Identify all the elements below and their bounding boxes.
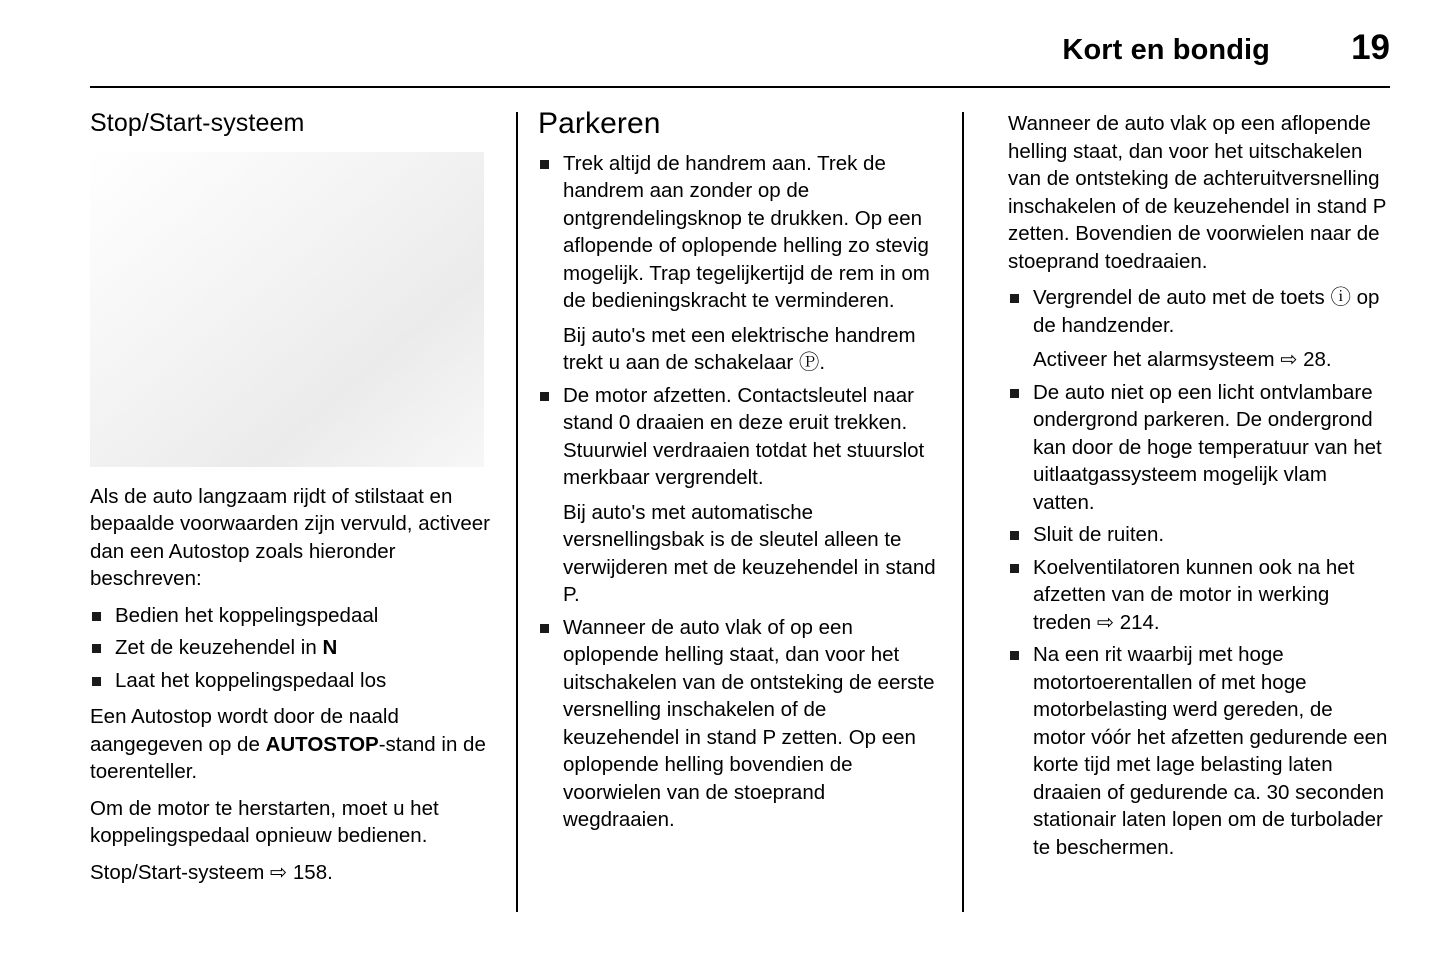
bullet-marker-icon — [540, 624, 549, 633]
autostop-needle-text-2: -stand in de toerenteller. — [90, 732, 486, 783]
intro-paragraph: Als de auto langzaam rijdt of stilstaat en bepaalde voorwaarden zijn vervuld, activeer dan een Autostop zoals hieronder beschreven: — [90, 484, 490, 590]
section-title-parkeren: Parkeren — [538, 107, 661, 140]
list-item-text: Vergrendel de auto met de toets ⓘ op de handzender. — [1033, 286, 1380, 337]
gear-selector-n-label: N — [322, 636, 338, 659]
bullet-marker-icon — [540, 160, 549, 169]
page-title: Kort en bondig — [1062, 34, 1270, 66]
bullet-marker-icon — [1010, 651, 1019, 660]
list-item-text: Bij auto's met een elektrische handrem trekt u aan de schakelaar Ⓟ. — [563, 323, 916, 374]
page-header — [90, 20, 1390, 80]
bullet-marker-icon — [92, 677, 101, 686]
list-item — [1008, 521, 1390, 549]
list-item-text: Koelventilatoren kunnen ook na het afzetten van de motor in werking treden ⇨ 214. — [1033, 555, 1355, 634]
column-left — [90, 110, 490, 895]
bullet-marker-icon — [1010, 389, 1019, 398]
list-item — [1008, 284, 1390, 374]
autostop-label-bold: AUTOSTOP — [265, 732, 379, 756]
list-item — [90, 602, 490, 630]
list-item-text: Na een rit waarbij met hoge motortoerentallen of met hoge motorbelasting werd gereden, de motor vóór het afzetten gedurende een korte tijd met lage belasting laten draaien of gedurende ca. 30 seconden stationair laten lopen om de turbolader te beschermen. — [1033, 643, 1388, 859]
column-divider-2 — [962, 112, 964, 912]
cross-reference-stop-start — [90, 859, 490, 887]
list-item-text — [115, 634, 490, 662]
list-item-text: Trek altijd de handrem aan. Trek de handrem aan zonder op de ontgrendelingsknop te drukken. Op een aflopende of oplopende helling zo stevig mogelijk. Trap tegelijkertijd de rem in om de bedieningskracht te verminderen. — [563, 151, 930, 312]
list-item-text: Bij auto's met automatische versnellingsbak is de sleutel alleen te verwijderen met de keuzehendel in stand P. — [563, 500, 936, 606]
list-item-text: Sluit de ruiten. — [1033, 523, 1165, 546]
list-item — [538, 614, 942, 834]
parkeren-list — [538, 150, 942, 834]
list-item — [90, 667, 490, 695]
bullet-marker-icon — [540, 392, 549, 401]
list-item-text: De auto niet op een licht ontvlambare ondergrond parkeren. De ondergrond kan door de hoge temperatuur van het uitlaatgassysteem mogelijk vlam vatten. — [1033, 380, 1382, 514]
autostop-needle-paragraph — [90, 703, 490, 786]
list-item — [1008, 379, 1390, 517]
parkeren-list-continued — [1008, 284, 1390, 861]
list-item-text: Laat het koppelingspedaal los — [115, 668, 387, 692]
cross-reference-arrow-icon: ⇨ — [270, 859, 288, 884]
bullet-marker-icon — [1010, 564, 1019, 573]
bullet-marker-icon — [92, 644, 101, 653]
autostop-conditions-list — [90, 602, 490, 695]
restart-paragraph: Om de motor te herstarten, moet u het koppelingspedaal opnieuw bedienen. — [90, 796, 439, 847]
list-item — [1008, 554, 1390, 637]
list-item — [1008, 641, 1390, 861]
column-divider-1 — [516, 112, 518, 912]
continued-paragraph: Wanneer de auto vlak op een aflopende helling staat, dan voor het uitschakelen van de ontsteking de achteruitversnelling inschakelen of de keuzehendel in stand P zetten. Bovendien de voorwielen naar de stoeprand toedraaien. — [1008, 112, 1387, 273]
page-number: 19 — [1351, 28, 1390, 67]
list-item-text: De motor afzetten. Contactsleutel naar stand 0 draaien en deze eruit trekken. Stuurwiel verdraaien totdat het stuurslot merkbaar vergrendelt. — [563, 383, 925, 489]
list-item-text: Activeer het alarmsysteem ⇨ 28. — [1033, 348, 1332, 371]
column-middle — [538, 107, 942, 843]
column-right — [1008, 110, 1390, 870]
list-item-text: Wanneer de auto vlak of op een oplopende helling staat, dan voor het uitschakelen van de ontsteking de eerste versnelling inschakelen of de keuzehendel in stand P zetten. Op een oplopende helling bovendien de voorwielen van de stoeprand wegdraaien. — [563, 615, 935, 831]
list-item-text-part: Zet de keuzehendel in — [115, 636, 323, 659]
bullet-marker-icon — [92, 612, 101, 621]
autostop-needle-text-1: Een Autostop wordt door de naald aangegeven op de — [90, 705, 399, 756]
tachometer-autostop-illustration — [90, 152, 484, 467]
list-item — [538, 382, 942, 609]
cross-reference-label: Stop/Start-systeem — [90, 860, 265, 884]
header-divider — [90, 86, 1390, 88]
list-item — [538, 150, 942, 377]
cross-reference-page: 158. — [292, 860, 333, 884]
list-item-text: Bedien het koppelingspedaal — [115, 603, 379, 627]
bullet-marker-icon — [1010, 294, 1019, 303]
section-title-stop-start: Stop/Start-systeem — [90, 109, 305, 137]
list-item — [90, 634, 490, 662]
bullet-marker-icon — [1010, 531, 1019, 540]
